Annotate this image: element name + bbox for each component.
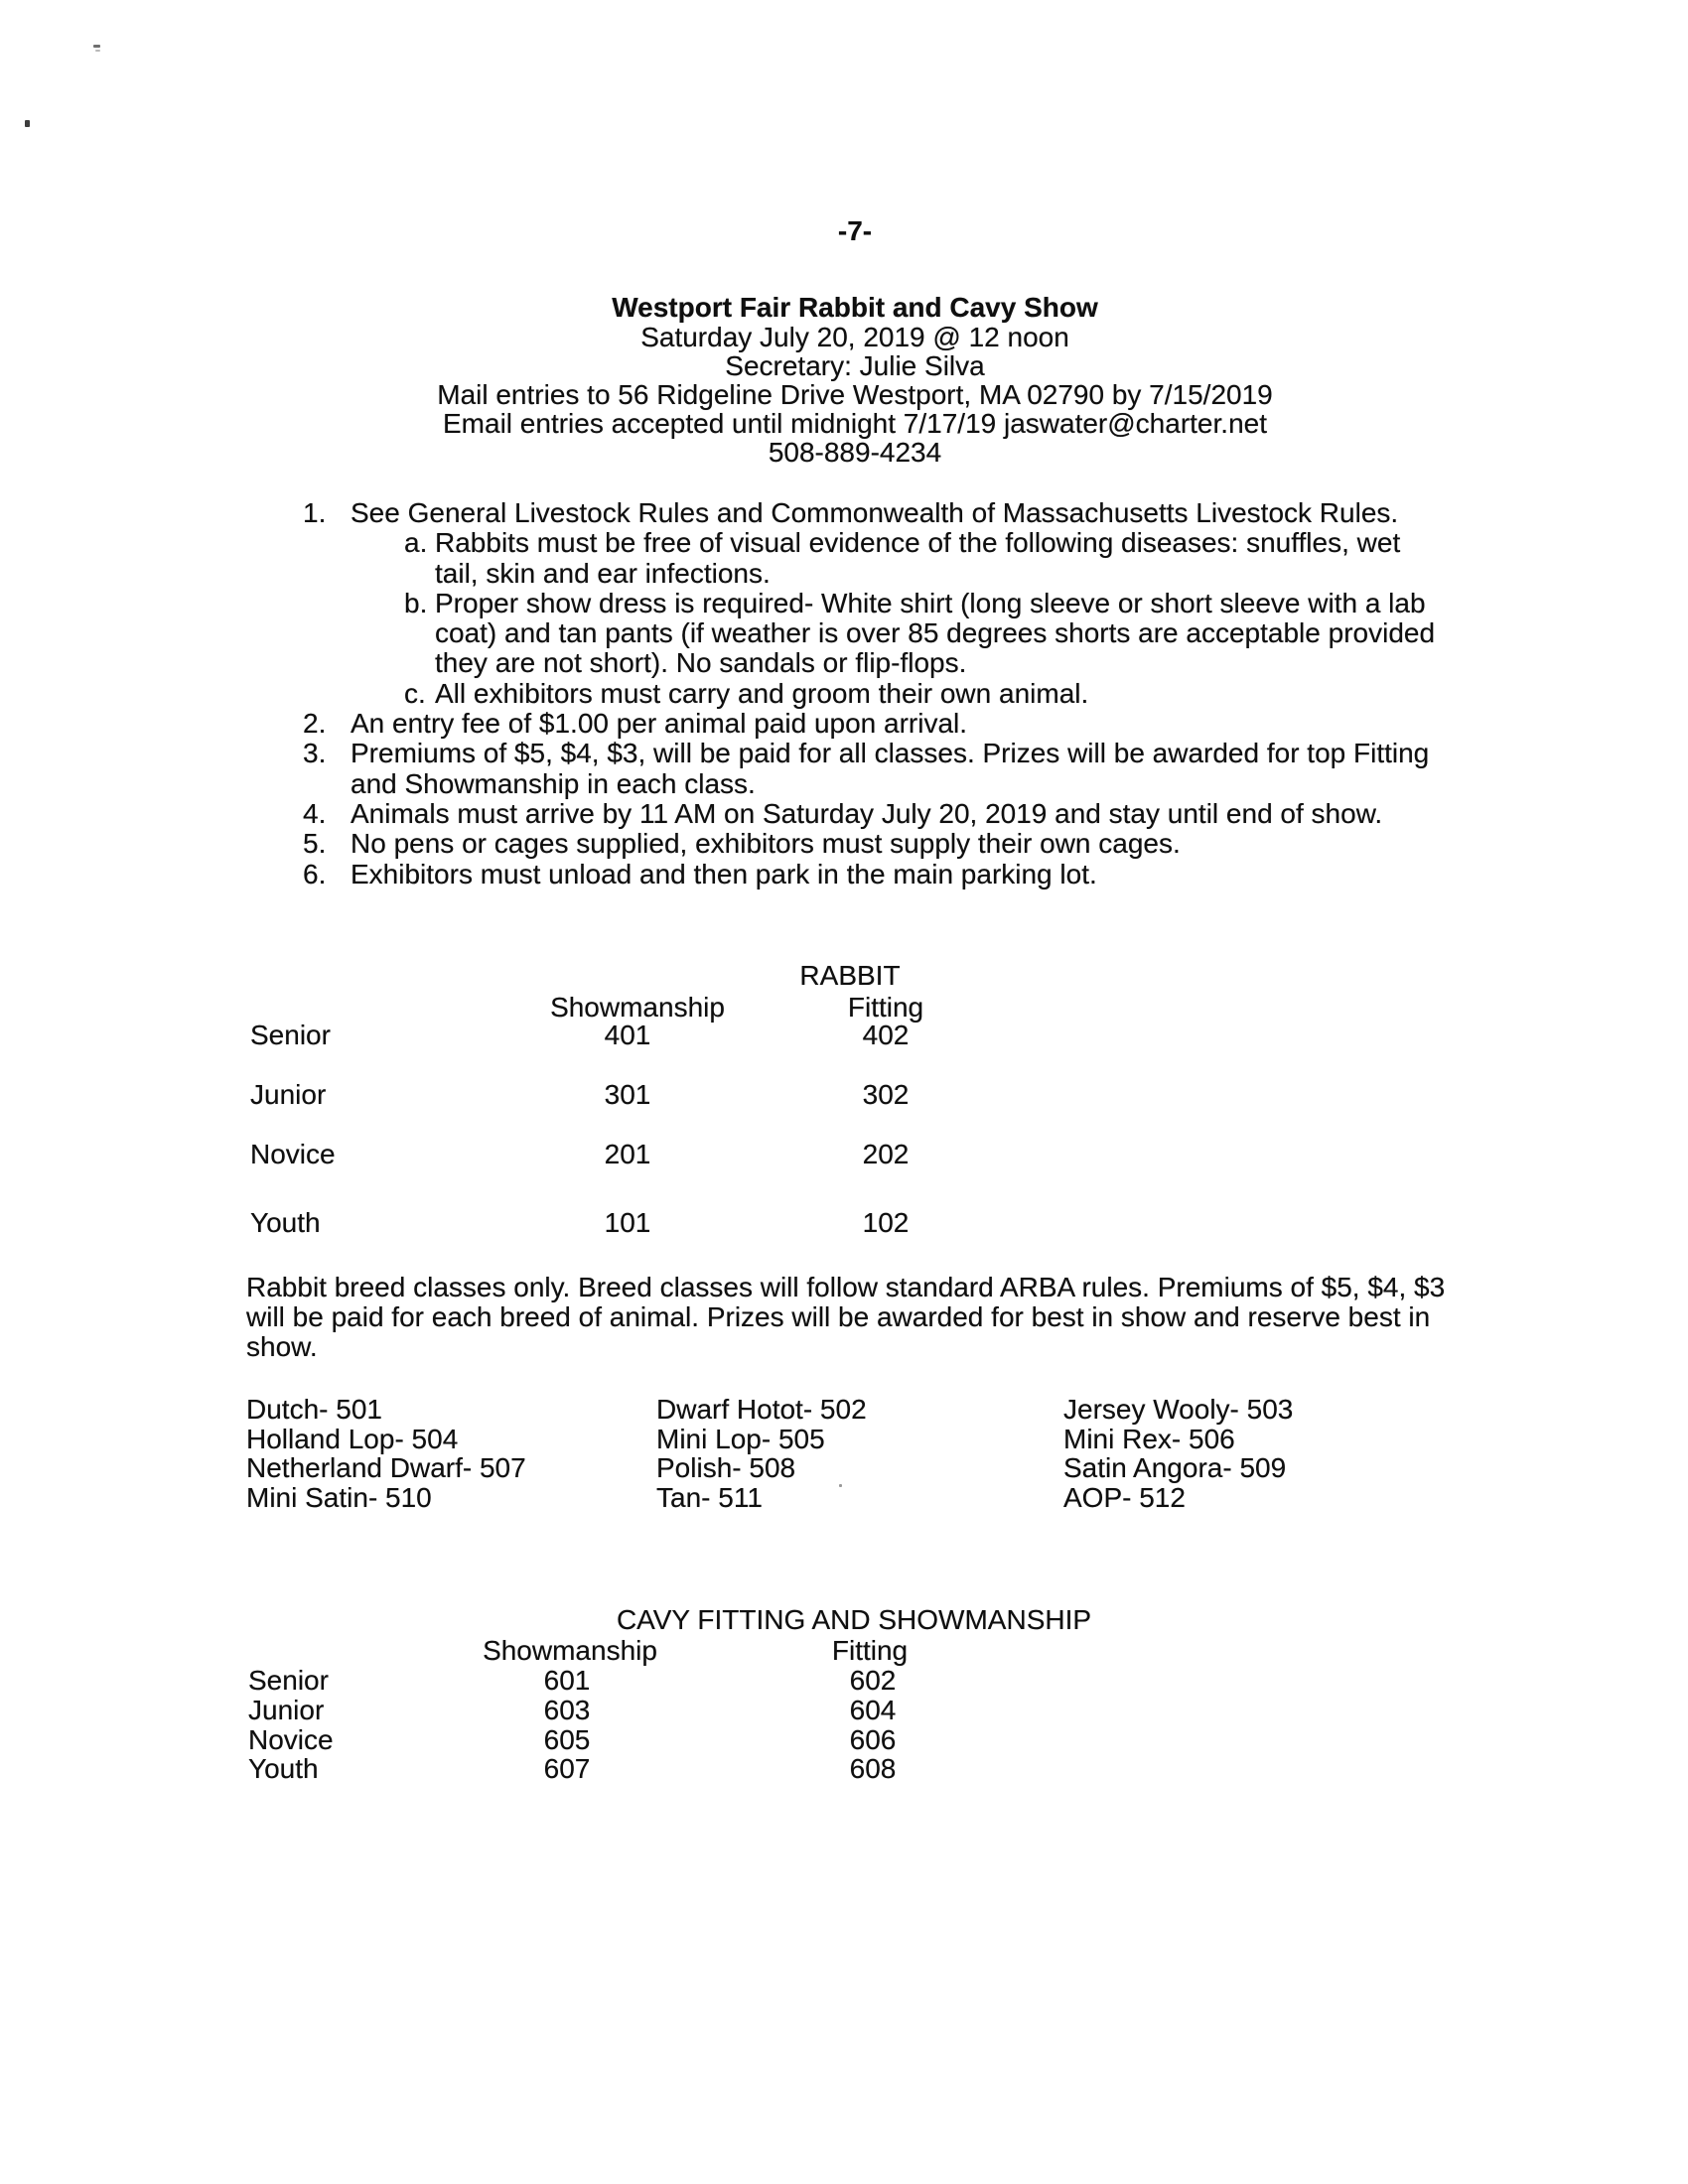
breed-paragraph-line: Rabbit breed classes only. Breed classes will follow standard ARBA rules. Premiums of $5, $4, $3 <box>246 1272 1446 1302</box>
breed-item: Dwarf Hotot- 502 <box>656 1394 867 1425</box>
showmanship-number: 201 <box>604 1139 651 1169</box>
doc-secretary: Secretary: Julie Silva <box>725 350 985 381</box>
rule-marker: 5. <box>303 828 327 860</box>
showmanship-number: 605 <box>543 1724 591 1755</box>
rule-text-line: Proper show dress is required- White shirt (long sleeve or short sleeve with a lab <box>435 587 1426 618</box>
class-row <box>0 1696 1688 1725</box>
doc-title: Westport Fair Rabbit and Cavy Show <box>612 292 1098 323</box>
showmanship-number: 601 <box>543 1665 591 1696</box>
cavy-table-title: CAVY FITTING AND SHOWMANSHIP <box>616 1604 1092 1635</box>
breed-item: Tan- 511 <box>656 1481 763 1513</box>
page-number: -7- <box>837 215 873 246</box>
scan-speck <box>95 50 100 52</box>
rule-line <box>0 498 1688 528</box>
scan-speck <box>25 120 30 127</box>
column-header-showmanship: Showmanship <box>483 1635 657 1666</box>
class-row <box>0 1666 1688 1696</box>
fitting-number: 402 <box>862 1020 910 1050</box>
rule-line <box>0 618 1688 648</box>
rule-text-line: Premiums of $5, $4, $3, will be paid for all classes. Prizes will be awarded for top Fitting <box>351 738 1430 769</box>
rule-line <box>0 589 1688 618</box>
fitting-number: 608 <box>849 1753 897 1784</box>
scan-speck <box>93 45 100 48</box>
breed-item: AOP- 512 <box>1063 1481 1186 1513</box>
rule-marker: 1. <box>303 497 327 528</box>
class-row-label: Senior <box>248 1665 329 1696</box>
rule-text-line: Animals must arrive by 11 AM on Saturday July 20, 2019 and stay until end of show. <box>351 797 1383 829</box>
breed-column <box>656 1395 867 1512</box>
breed-item: Satin Angora- 509 <box>1063 1452 1287 1483</box>
breed-item: Mini Rex- 506 <box>1063 1423 1235 1454</box>
rule-text-line: coat) and tan pants (if weather is over 85 degrees shorts are acceptable provided <box>435 617 1436 649</box>
rule-marker: 4. <box>303 797 327 829</box>
rule-text-line: Exhibitors must unload and then park in the main parking lot. <box>351 858 1097 889</box>
rule-line <box>0 739 1688 768</box>
class-row <box>0 1021 1688 1050</box>
rule-text-line: they are not short). No sandals or flip-flops. <box>435 647 967 679</box>
class-row-label: Youth <box>248 1753 319 1784</box>
class-row-label: Junior <box>248 1695 325 1725</box>
rule-text-line: See General Livestock Rules and Commonwealth of Massachusetts Livestock Rules. <box>351 497 1399 528</box>
fitting-number: 602 <box>849 1665 897 1696</box>
doc-email-line: Email entries accepted until midnight 7/17/19 jaswater@charter.net <box>443 408 1267 439</box>
breed-item: Dutch- 501 <box>246 1394 382 1425</box>
rule-marker: 3. <box>303 738 327 769</box>
breed-paragraph-line: will be paid for each breed of animal. Prizes will be awarded for best in show and reserve best in <box>246 1301 1431 1332</box>
fitting-number: 302 <box>862 1079 910 1110</box>
column-header-fitting: Fitting <box>847 992 924 1023</box>
rule-line <box>0 829 1688 859</box>
rabbit-table-title: RABBIT <box>799 960 901 991</box>
showmanship-number: 101 <box>604 1207 651 1238</box>
class-row-label: Senior <box>250 1020 331 1050</box>
rule-text-line: No pens or cages supplied, exhibitors must supply their own cages. <box>351 828 1181 860</box>
rule-marker: b. <box>404 587 428 618</box>
breed-column <box>1063 1395 1293 1512</box>
fitting-number: 606 <box>849 1724 897 1755</box>
rule-text-line: Rabbits must be free of visual evidence of the following diseases: snuffles, wet <box>435 527 1401 559</box>
rule-marker: a. <box>404 527 428 559</box>
rule-marker: c. <box>404 677 426 709</box>
rule-line <box>0 528 1688 558</box>
breed-paragraph <box>246 1273 1445 1362</box>
rule-line <box>0 679 1688 709</box>
doc-mail-line: Mail entries to 56 Ridgeline Drive Westport, MA 02790 by 7/15/2019 <box>437 379 1273 410</box>
showmanship-number: 603 <box>543 1695 591 1725</box>
breed-item: Jersey Wooly- 503 <box>1063 1394 1294 1425</box>
doc-phone: 508-889-4234 <box>768 437 942 468</box>
rule-line <box>0 709 1688 739</box>
column-header-fitting: Fitting <box>831 1635 909 1666</box>
rule-text-line: An entry fee of $1.00 per animal paid upon arrival. <box>351 708 968 740</box>
rule-marker: 6. <box>303 858 327 889</box>
breed-item: Holland Lop- 504 <box>246 1423 459 1454</box>
rule-text-line: All exhibitors must carry and groom their own animal. <box>435 677 1089 709</box>
fitting-number: 604 <box>849 1695 897 1725</box>
rule-text-line: tail, skin and ear infections. <box>435 557 771 589</box>
breed-paragraph-line: show. <box>246 1331 318 1362</box>
rule-text-line: and Showmanship in each class. <box>351 767 756 799</box>
showmanship-number: 301 <box>604 1079 651 1110</box>
column-header-showmanship: Showmanship <box>550 992 725 1023</box>
class-row-label: Novice <box>250 1139 336 1169</box>
rule-line <box>0 648 1688 678</box>
class-row <box>0 1080 1688 1110</box>
class-row <box>0 1208 1688 1238</box>
fitting-number: 102 <box>862 1207 910 1238</box>
class-row-label: Novice <box>248 1724 334 1755</box>
breed-column <box>246 1395 526 1512</box>
class-row-label: Junior <box>250 1079 327 1110</box>
class-row <box>0 1140 1688 1169</box>
breed-item: Polish- 508 <box>656 1452 796 1483</box>
rule-line <box>0 799 1688 829</box>
showmanship-number: 401 <box>604 1020 651 1050</box>
breed-item: Mini Lop- 505 <box>656 1423 825 1454</box>
rule-marker: 2. <box>303 708 327 740</box>
fitting-number: 202 <box>862 1139 910 1169</box>
class-row <box>0 1754 1688 1784</box>
rules-list <box>0 498 1688 889</box>
breed-item: Mini Satin- 510 <box>246 1481 432 1513</box>
breed-item: Netherland Dwarf- 507 <box>246 1452 526 1483</box>
class-row <box>0 1725 1688 1755</box>
class-row-label: Youth <box>250 1207 321 1238</box>
doc-datetime: Saturday July 20, 2019 @ 12 noon <box>640 322 1069 352</box>
rule-line <box>0 559 1688 589</box>
rule-line <box>0 860 1688 889</box>
showmanship-number: 607 <box>543 1753 591 1784</box>
rule-line <box>0 769 1688 799</box>
